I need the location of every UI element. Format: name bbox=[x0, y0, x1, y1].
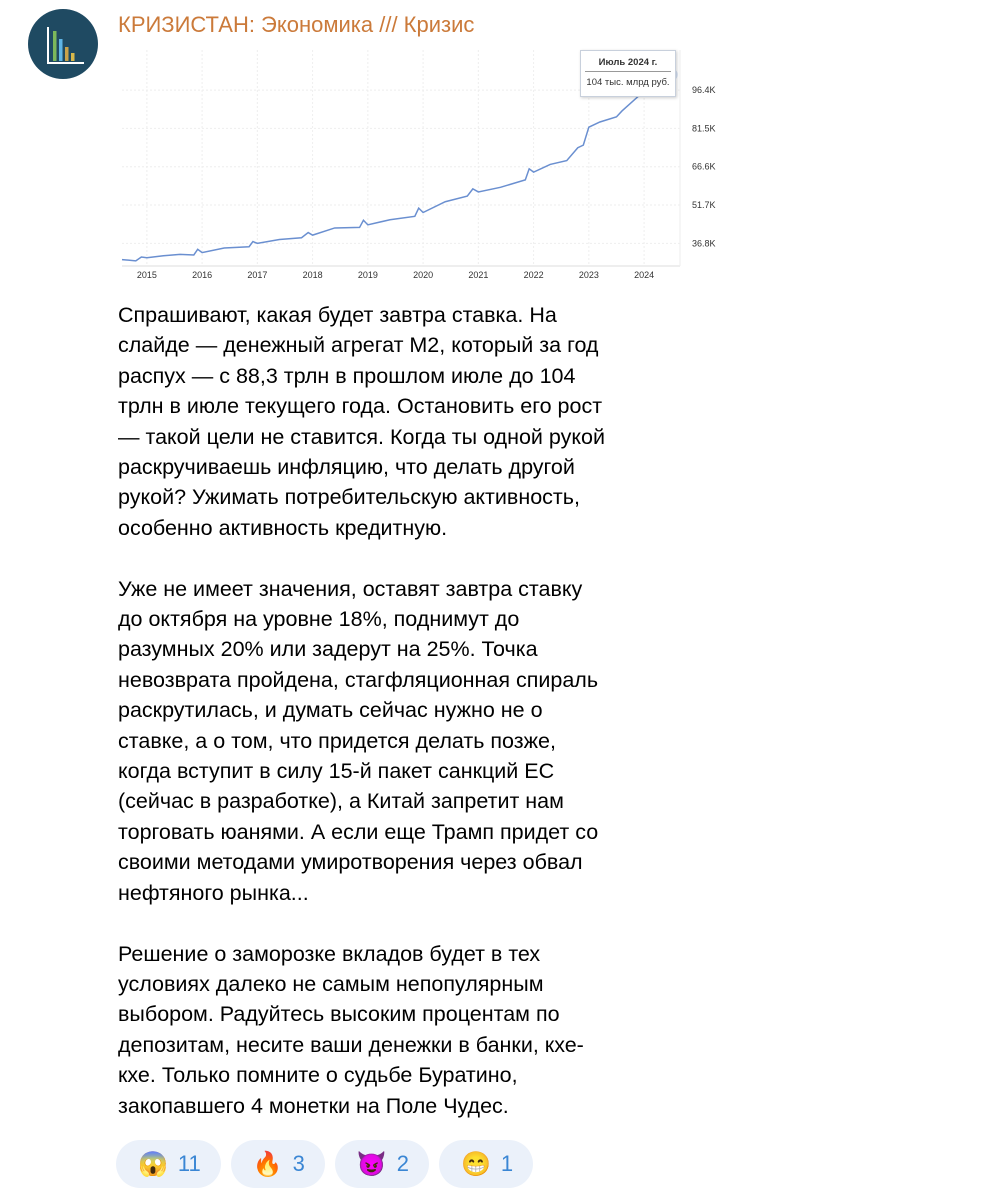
paragraph bbox=[118, 574, 605, 908]
text-line: ставке, а о том, что придется делать позже, bbox=[118, 728, 556, 753]
devil-icon: 😈 bbox=[356, 1150, 387, 1178]
y-tick-label: 51.7K bbox=[692, 200, 716, 211]
x-tick-label: 2024 bbox=[634, 270, 655, 280]
bar-chart-icon bbox=[28, 9, 98, 79]
post-text bbox=[118, 300, 605, 1121]
text-line: — такой цели не ставится. Когда ты одной рукой bbox=[118, 424, 605, 449]
text-line: раскрутилась, и думать сейчас нужно не о bbox=[118, 698, 543, 723]
reaction-count: 3 bbox=[292, 1151, 305, 1176]
text-line: торговать юанями. А если еще Трамп придет со bbox=[118, 819, 599, 844]
text-line: слайде — денежный агрегат М2, который за год bbox=[118, 333, 599, 358]
x-tick-label: 2020 bbox=[413, 270, 434, 280]
text-line: невозврата пройдена, стагфляционная спираль bbox=[118, 667, 599, 692]
text-line: выбором. Радуйтесь высоким процентам по bbox=[118, 1002, 560, 1027]
text-line: распух — с 88,3 трлн в прошлом июле до 104 bbox=[118, 363, 576, 388]
chart-tooltip bbox=[580, 50, 676, 97]
text-line: кхе. Только помните о судьбе Буратино, bbox=[118, 1063, 518, 1088]
x-tick-label: 2023 bbox=[578, 270, 599, 280]
text-line: особенно активность кредитную. bbox=[118, 515, 448, 540]
reaction-button[interactable] bbox=[439, 1140, 533, 1188]
channel-avatar[interactable] bbox=[28, 9, 98, 79]
x-tick-label: 2019 bbox=[357, 270, 378, 280]
text-line: когда вступит в силу 15-й пакет санкций ЕС bbox=[118, 759, 555, 784]
grin-icon: 😁 bbox=[461, 1150, 491, 1178]
x-tick-label: 2022 bbox=[523, 270, 544, 280]
text-line: разумных 20% или задерут на 25%. Точка bbox=[118, 637, 538, 662]
x-tick-label: 2021 bbox=[468, 270, 489, 280]
paragraph bbox=[118, 300, 605, 543]
text-line: депозитам, несите ваши денежки в банки, кхе- bbox=[118, 1032, 584, 1057]
reaction-count: 2 bbox=[396, 1151, 410, 1176]
tooltip-value: 104 тыс. млрд руб. bbox=[586, 77, 670, 88]
text-line: раскручиваешь инфляцию, что делать другой bbox=[118, 455, 575, 480]
reactions-bar bbox=[116, 1140, 533, 1188]
text-line: закопавшего 4 монетки на Поле Чудес. bbox=[118, 1093, 509, 1118]
tooltip-header: Июль 2024 г. bbox=[585, 51, 671, 72]
reaction-button[interactable] bbox=[335, 1140, 429, 1188]
reaction-button[interactable] bbox=[116, 1140, 221, 1188]
fire-icon: 🔥 bbox=[252, 1150, 283, 1178]
y-tick-label: 36.8K bbox=[692, 238, 716, 249]
text-line: своими методами умиротворения через обвал bbox=[118, 850, 583, 875]
reaction-button[interactable] bbox=[231, 1140, 325, 1188]
text-line: Решение о заморозке вкладов будет в тех bbox=[118, 941, 541, 966]
channel-title[interactable]: КРИЗИСТАН: Экономика /// Кризис bbox=[118, 12, 475, 37]
paragraph bbox=[118, 939, 605, 1121]
x-tick-label: 2016 bbox=[192, 270, 213, 280]
reaction-count: 11 bbox=[177, 1151, 201, 1176]
reaction-count: 1 bbox=[500, 1151, 514, 1176]
text-line: рукой? Ужимать потребительскую активность, bbox=[118, 485, 580, 510]
x-tick-label: 2015 bbox=[136, 270, 157, 280]
text-line: условиях далеко не самым непопулярным bbox=[118, 971, 544, 996]
x-tick-label: 2018 bbox=[302, 270, 323, 280]
text-line: до октября на уровне 18%, поднимут до bbox=[118, 607, 520, 632]
text-line: трлн в июле текущего года. Остановить его рост bbox=[118, 394, 603, 419]
y-tick-label: 81.5K bbox=[692, 123, 716, 134]
x-tick-label: 2017 bbox=[247, 270, 268, 280]
y-tick-label: 66.6K bbox=[692, 161, 716, 172]
text-line: нефтяного рынка... bbox=[118, 880, 309, 905]
y-tick-label: 96.4K bbox=[692, 85, 716, 96]
scream-icon: 😱 bbox=[138, 1150, 168, 1178]
text-line: Уже не имеет значения, оставят завтра ставку bbox=[118, 576, 583, 601]
text-line: Спрашивают, какая будет завтра ставка. На bbox=[118, 303, 557, 327]
text-line: (сейчас в разработке), а Китай запретит нам bbox=[118, 789, 564, 814]
